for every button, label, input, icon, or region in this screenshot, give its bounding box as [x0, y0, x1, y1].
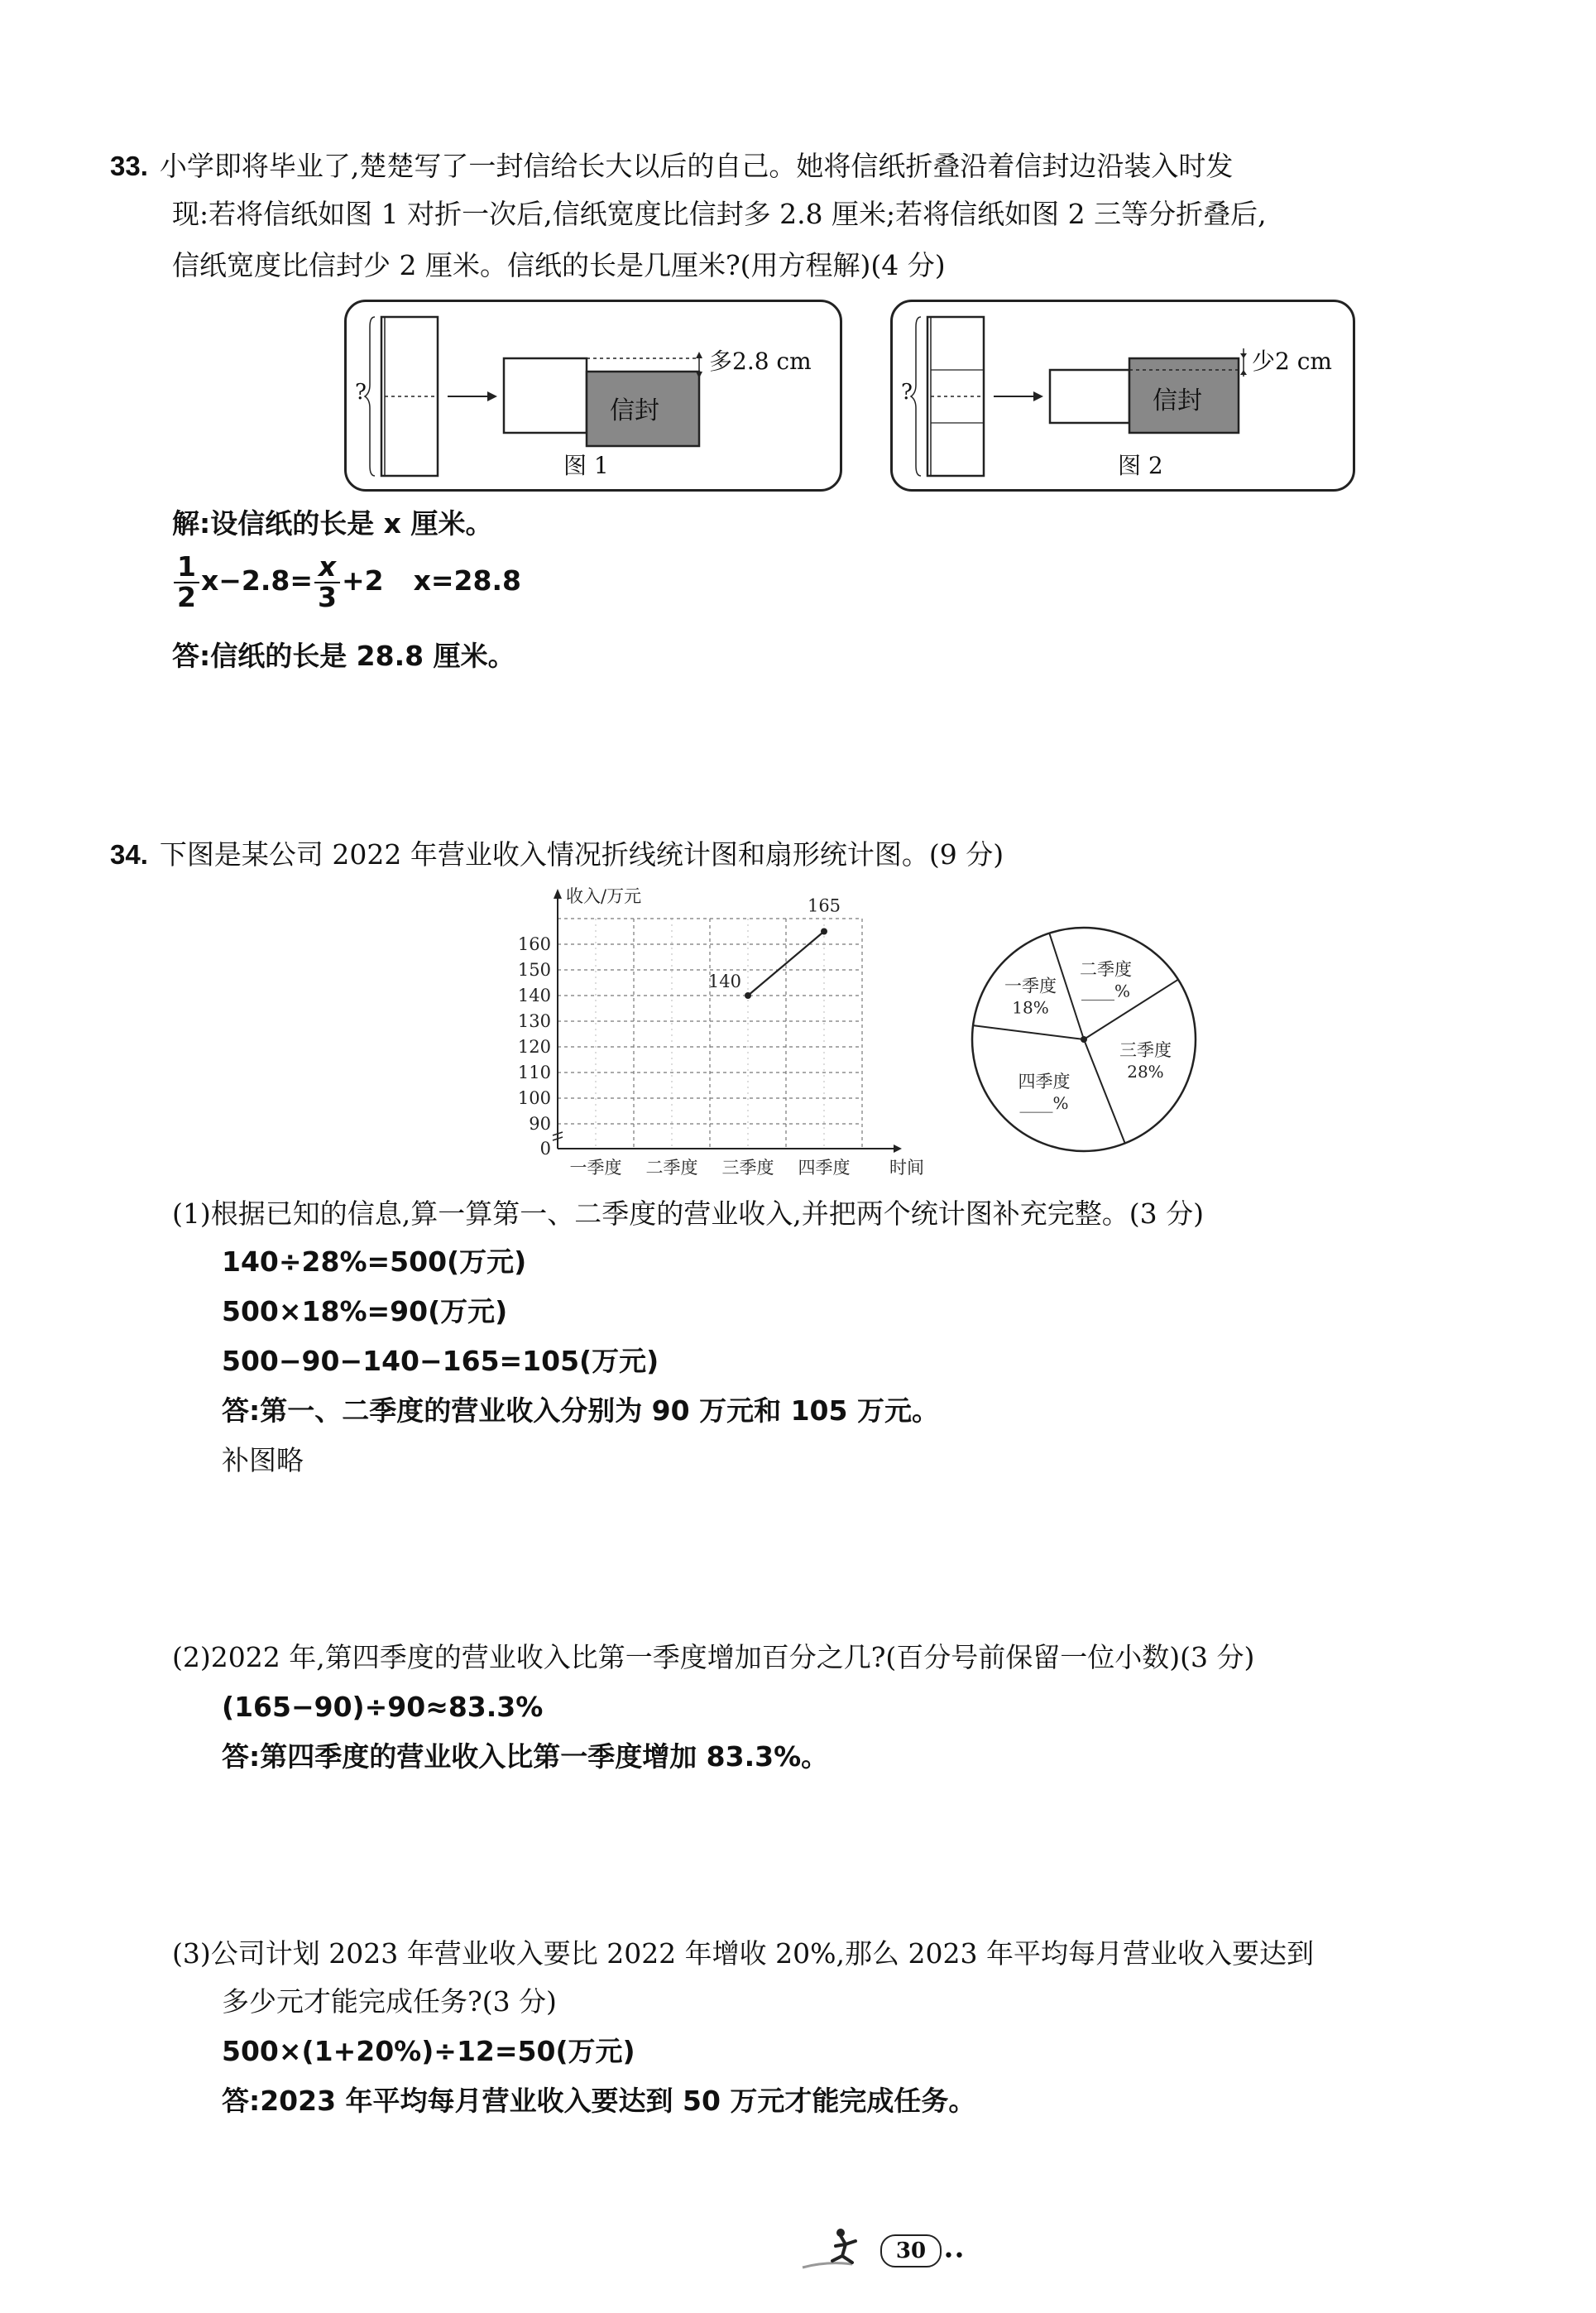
q33-text-line3: 信纸宽度比信封少 2 厘米。信纸的长是几厘米?(用方程解)(4 分): [172, 249, 946, 281]
fraction-x-third: $\frac{x}{3}$: [314, 553, 340, 612]
letter-paper-unfolded: [927, 317, 984, 476]
figure1-envelope-label: 信封: [610, 396, 659, 425]
q33-number: 33.: [110, 151, 148, 181]
figure2-diff-label: 少2 cm: [1252, 348, 1332, 375]
data-point: [745, 992, 751, 999]
pie-slice-label: 三季度: [1119, 1040, 1172, 1061]
q34-part3-answer: 答:2023 年平均每月营业收入要达到 50 万元才能完成任务。: [222, 2085, 976, 2117]
page-number-badge: [880, 2234, 942, 2267]
q34-part1-step3: 500−90−140−165=105(万元): [222, 1345, 659, 1377]
y-tick-label: 0: [539, 1139, 551, 1159]
data-label: 165: [807, 895, 841, 916]
q33-figure2: [890, 300, 1355, 492]
figure2-caption: 图 2: [1118, 452, 1163, 479]
q33-text-line2: 现:若将信纸如图 1 对折一次后,信纸宽度比信封多 2.8 厘米;若将信纸如图 2 三等分折叠后,: [172, 198, 1267, 230]
q33-equation: $\frac{1}{2}$ x−2.8= $\frac{x}{3}$ +2 x=28.8: [172, 553, 521, 612]
q34-part1-note: 补图略: [222, 1444, 304, 1476]
y-axis-label: 收入/万元: [566, 886, 642, 906]
x-axis-arrow: [894, 1145, 902, 1153]
q34-part3-question-line1: (3)公司计划 2023 年营业收入要比 2022 年增收 20%,那么 2023 年平均每月营业收入要达到: [172, 1937, 1314, 1970]
q34-part1-question: (1)根据已知的信息,算一算第一、二季度的营业收入,并把两个统计图补充完整。(3 分): [172, 1197, 1204, 1230]
page-number: 30: [895, 2239, 927, 2263]
figure2-envelope-label: 信封: [1153, 386, 1202, 415]
q34-part2-question: (2)2022 年,第四季度的营业收入比第一季度增加百分之几?(百分号前保留一位小数)(3 分): [172, 1641, 1255, 1673]
figure2-question-mark: ?: [901, 380, 913, 405]
y-tick-label: 130: [517, 1011, 551, 1031]
line-chart: [505, 884, 935, 1187]
x-tick-label: 二季度: [645, 1158, 698, 1178]
q33-figure1: [344, 300, 842, 492]
q33-answer-final: 答:信纸的长是 28.8 厘米。: [172, 640, 515, 672]
q34-part3-step1: 500×(1+20%)÷12=50(万元): [222, 2035, 635, 2067]
pie-slice-label: 四季度: [1018, 1071, 1071, 1092]
pie-chart: [960, 915, 1216, 1172]
y-axis-arrow: [554, 889, 562, 899]
y-tick-label: 90: [529, 1114, 551, 1134]
x-tick-label: 三季度: [721, 1158, 774, 1178]
pie-slice-label: 二季度: [1080, 959, 1133, 980]
q34-text: 34. 下图是某公司 2022 年营业收入情况折线统计图和扇形统计图。(9 分): [110, 838, 1004, 871]
y-tick-label: 120: [517, 1037, 551, 1057]
y-tick-label: 160: [517, 934, 551, 954]
figure1-diff-label: 多2.8 cm: [709, 348, 812, 375]
footer: [794, 2226, 993, 2276]
pie-slice-value: ____%: [1019, 1092, 1069, 1113]
pie-slice-value: ____%: [1081, 981, 1131, 1001]
figure1-caption: 图 1: [563, 452, 609, 479]
pie-center: [1081, 1036, 1087, 1043]
runner-logo-icon: [794, 2226, 877, 2276]
y-tick-label: 140: [517, 986, 551, 1005]
q34-part3-question-line2: 多少元才能完成任务?(3 分): [222, 1985, 557, 2018]
x-tick-label: 四季度: [798, 1158, 851, 1178]
letter-paper-unfolded: [381, 317, 438, 476]
pie-slice-value: 18%: [1012, 997, 1049, 1018]
q34-part2-answer: 答:第四季度的营业收入比第一季度增加 83.3%。: [222, 1740, 829, 1773]
x-tick-label: 一季度: [569, 1158, 622, 1178]
folded-paper: [504, 358, 587, 433]
y-tick-label: 100: [517, 1088, 551, 1108]
x-axis-label: 时间: [889, 1158, 924, 1178]
pie-slice-value: 28%: [1127, 1062, 1164, 1082]
y-tick-label: 110: [517, 1063, 551, 1082]
q34-part1-step2: 500×18%=90(万元): [222, 1295, 508, 1327]
fraction-half: $\frac{1}{2}$: [174, 553, 199, 612]
y-tick-label: 150: [517, 960, 551, 980]
data-label: 140: [707, 972, 741, 991]
q33-answer-setup: 解:设信纸的长是 x 厘米。: [172, 507, 493, 540]
q34-part2-step1: (165−90)÷90≈83.3%: [222, 1691, 544, 1723]
q34-part1-step1: 140÷28%=500(万元): [222, 1245, 527, 1278]
pie-slice-label: 一季度: [1004, 976, 1057, 996]
folded-paper: [1050, 370, 1129, 423]
footer-dots: ••: [943, 2246, 965, 2267]
figure1-question-mark: ?: [355, 380, 367, 405]
q33-text-line1: 33. 小学即将毕业了,楚楚写了一封信给长大以后的自己。她将信纸折叠沿着信封边沿装入时发: [110, 150, 1234, 182]
data-point: [821, 929, 827, 935]
q34-part1-answer: 答:第一、二季度的营业收入分别为 90 万元和 105 万元。: [222, 1394, 939, 1427]
q34-number: 34.: [110, 839, 148, 870]
